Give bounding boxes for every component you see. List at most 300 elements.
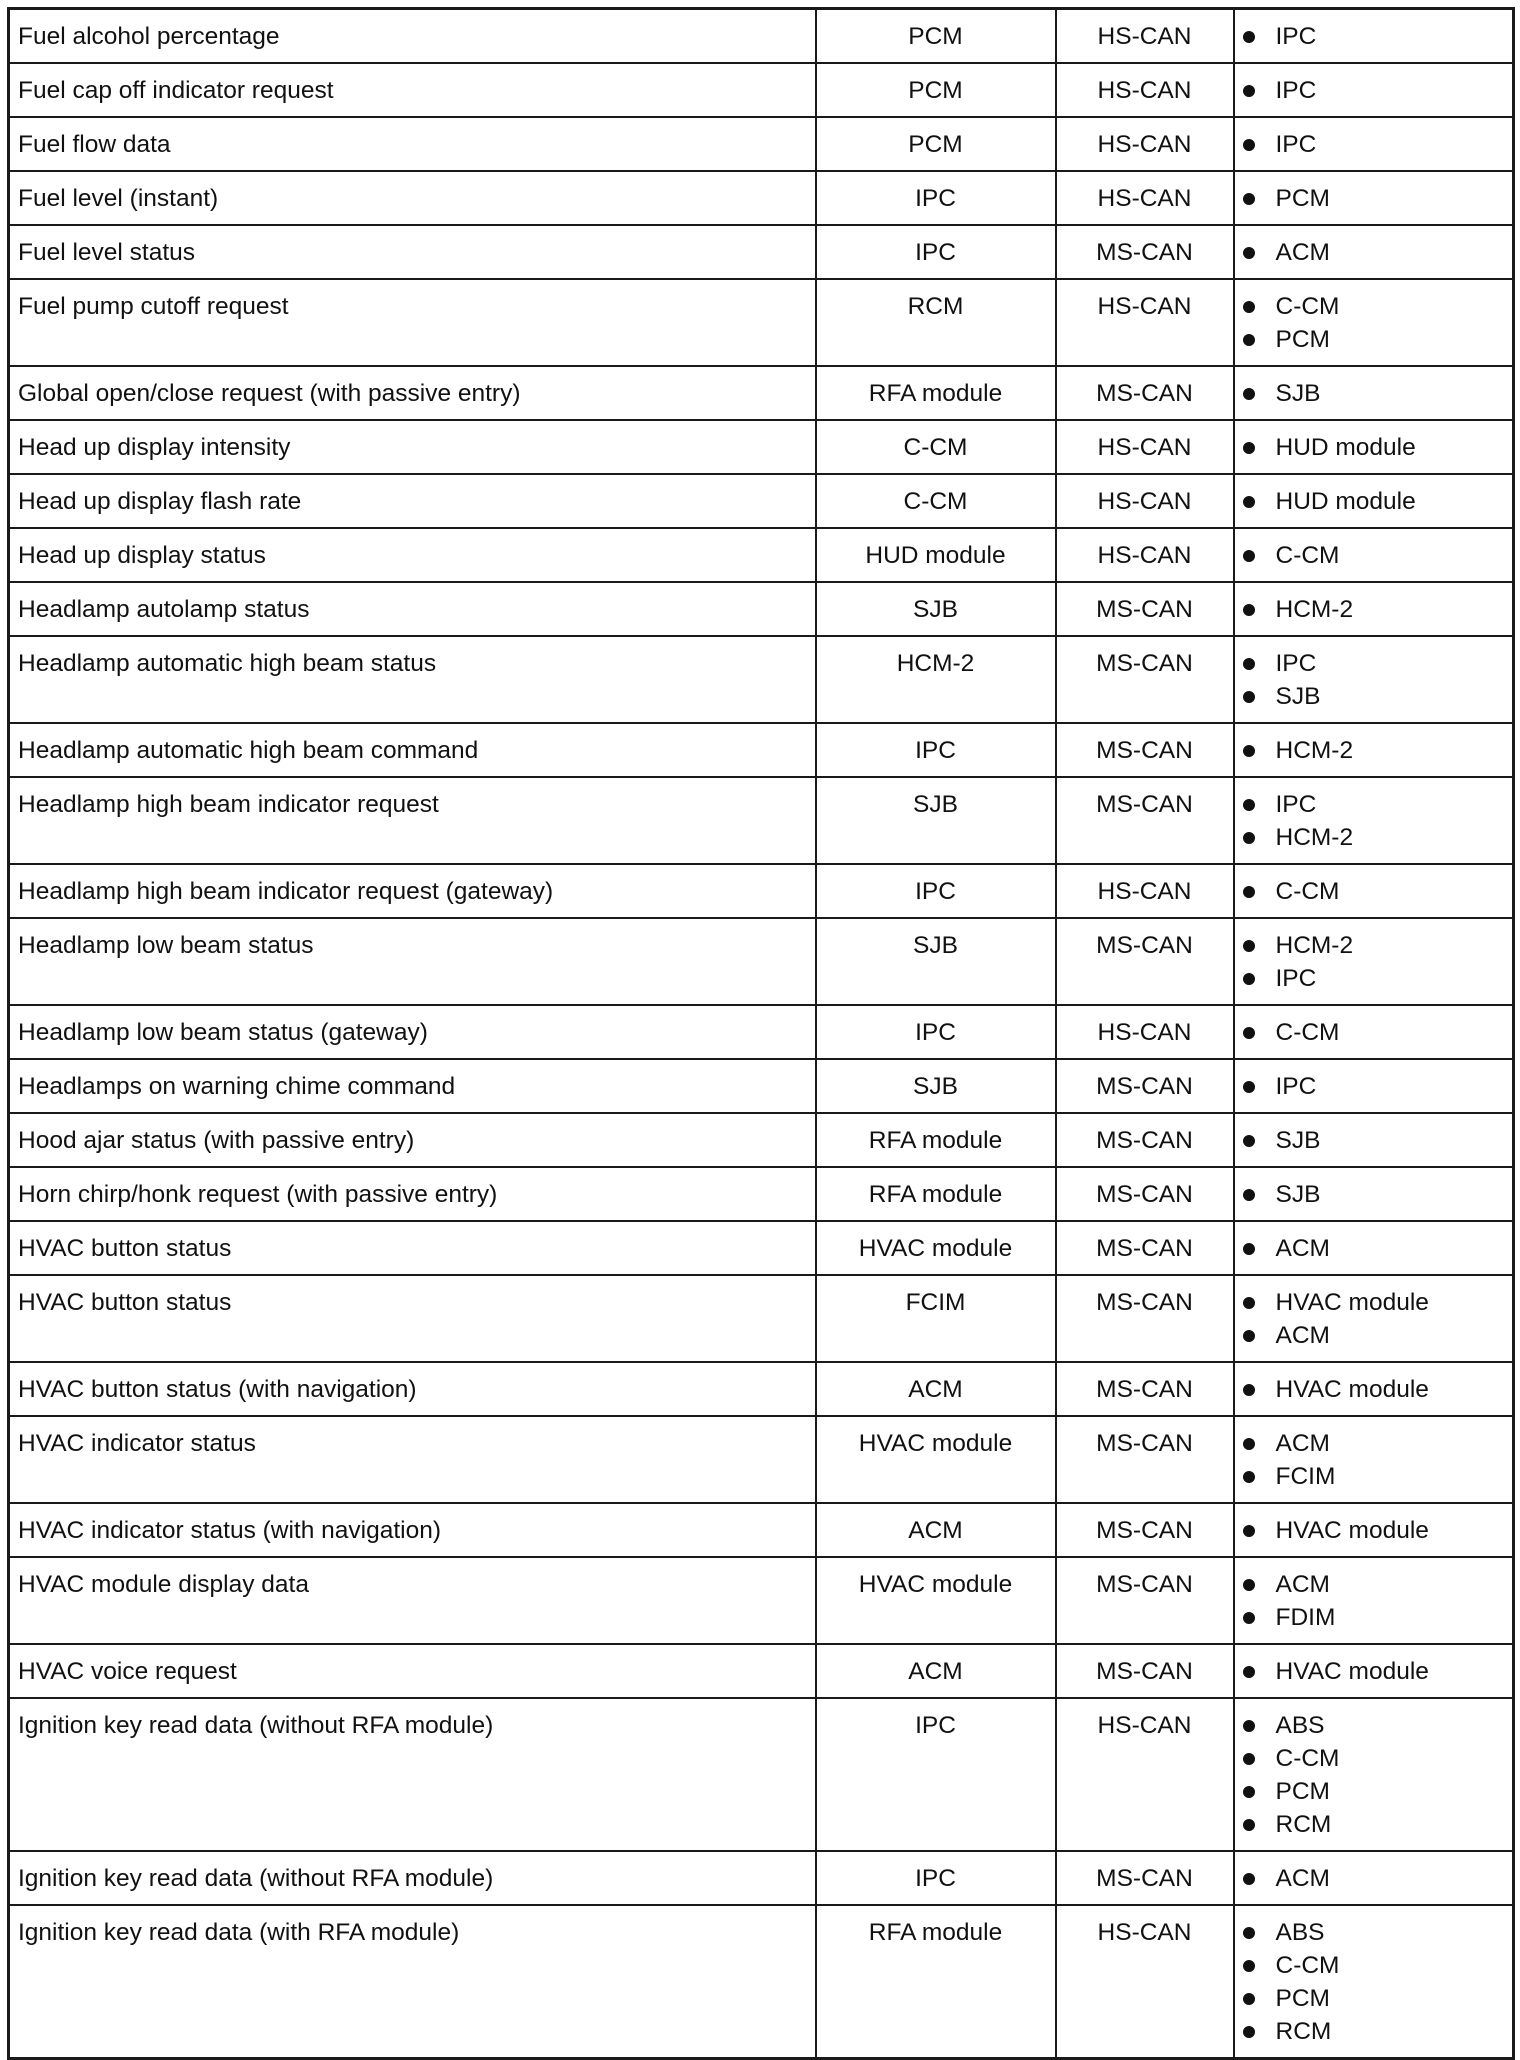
table-row bbox=[9, 1167, 1514, 1221]
network-cell: MS-CAN bbox=[1056, 723, 1234, 777]
receiver-label: ACM bbox=[1275, 239, 1330, 266]
network-cell: MS-CAN bbox=[1056, 225, 1234, 279]
bullet-icon bbox=[1243, 1081, 1255, 1093]
receiver-label: PCM bbox=[1275, 1778, 1330, 1805]
bullet-icon bbox=[1243, 832, 1255, 844]
bullet-icon bbox=[1243, 886, 1255, 898]
bullet-icon bbox=[1243, 388, 1255, 400]
message-cell: Headlamp high beam indicator request (gateway) bbox=[9, 864, 816, 918]
receiver-item bbox=[1243, 788, 1505, 821]
network-cell: HS-CAN bbox=[1056, 9, 1234, 64]
receivers-cell bbox=[1234, 1416, 1514, 1503]
receiver-label: HVAC module bbox=[1275, 1376, 1429, 1403]
originator-cell: HCM-2 bbox=[816, 636, 1056, 723]
receiver-label: ACM bbox=[1275, 1235, 1330, 1262]
receiver-item bbox=[1243, 539, 1505, 572]
originator-cell: PCM bbox=[816, 117, 1056, 171]
originator-cell: RFA module bbox=[816, 1167, 1056, 1221]
receiver-label: ACM bbox=[1275, 1430, 1330, 1457]
bullet-icon bbox=[1243, 496, 1255, 508]
originator-cell: SJB bbox=[816, 582, 1056, 636]
originator-cell: IPC bbox=[816, 1698, 1056, 1851]
receiver-label: C-CM bbox=[1275, 1952, 1340, 1979]
receiver-item bbox=[1243, 680, 1505, 713]
originator-cell: C-CM bbox=[816, 474, 1056, 528]
table-row bbox=[9, 636, 1514, 723]
receiver-label: HCM-2 bbox=[1275, 596, 1354, 623]
originator-cell: HUD module bbox=[816, 528, 1056, 582]
table-row bbox=[9, 1275, 1514, 1362]
table-row bbox=[9, 723, 1514, 777]
receiver-list bbox=[1243, 1427, 1505, 1493]
receiver-item bbox=[1243, 1949, 1505, 1982]
bullet-icon bbox=[1243, 247, 1255, 259]
receiver-label: SJB bbox=[1275, 1181, 1321, 1208]
receiver-label: C-CM bbox=[1275, 878, 1340, 905]
table-row bbox=[9, 366, 1514, 420]
bullet-icon bbox=[1243, 1384, 1255, 1396]
receiver-item bbox=[1243, 1709, 1505, 1742]
bullet-icon bbox=[1243, 1330, 1255, 1342]
receivers-cell bbox=[1234, 528, 1514, 582]
network-cell: HS-CAN bbox=[1056, 528, 1234, 582]
receiver-label: C-CM bbox=[1275, 542, 1340, 569]
message-cell: Fuel cap off indicator request bbox=[9, 63, 816, 117]
bullet-icon bbox=[1243, 1873, 1255, 1885]
bullet-icon bbox=[1243, 1819, 1255, 1831]
receivers-cell bbox=[1234, 582, 1514, 636]
message-cell: Headlamp high beam indicator request bbox=[9, 777, 816, 864]
receivers-cell bbox=[1234, 1905, 1514, 2059]
message-cell: Headlamp low beam status bbox=[9, 918, 816, 1005]
receiver-item bbox=[1243, 485, 1505, 518]
receiver-list bbox=[1243, 128, 1505, 161]
receiver-item bbox=[1243, 1427, 1505, 1460]
receiver-label: PCM bbox=[1275, 1985, 1330, 2012]
table-row bbox=[9, 1005, 1514, 1059]
receiver-label: SJB bbox=[1275, 380, 1321, 407]
receiver-label: HUD module bbox=[1275, 434, 1416, 461]
table-row bbox=[9, 1059, 1514, 1113]
originator-cell: FCIM bbox=[816, 1275, 1056, 1362]
message-cell: Fuel pump cutoff request bbox=[9, 279, 816, 366]
receiver-item bbox=[1243, 2015, 1505, 2048]
receiver-label: PCM bbox=[1275, 326, 1330, 353]
message-cell: Fuel level status bbox=[9, 225, 816, 279]
bullet-icon bbox=[1243, 1927, 1255, 1939]
bullet-icon bbox=[1243, 1993, 1255, 2005]
receivers-cell bbox=[1234, 279, 1514, 366]
originator-cell: RFA module bbox=[816, 1113, 1056, 1167]
receivers-cell bbox=[1234, 1503, 1514, 1557]
bullet-icon bbox=[1243, 139, 1255, 151]
originator-cell: IPC bbox=[816, 171, 1056, 225]
bullet-icon bbox=[1243, 1666, 1255, 1678]
bullet-icon bbox=[1243, 1525, 1255, 1537]
table-row bbox=[9, 225, 1514, 279]
table-row bbox=[9, 528, 1514, 582]
message-cell: HVAC module display data bbox=[9, 1557, 816, 1644]
originator-cell: RFA module bbox=[816, 1905, 1056, 2059]
receiver-item bbox=[1243, 290, 1505, 323]
bullet-icon bbox=[1243, 1786, 1255, 1798]
network-cell: HS-CAN bbox=[1056, 864, 1234, 918]
receivers-cell bbox=[1234, 636, 1514, 723]
receiver-list bbox=[1243, 1862, 1505, 1895]
receiver-list bbox=[1243, 647, 1505, 713]
receiver-list bbox=[1243, 1655, 1505, 1688]
receiver-label: HVAC module bbox=[1275, 1289, 1429, 1316]
receiver-label: C-CM bbox=[1275, 1745, 1340, 1772]
receiver-list bbox=[1243, 1514, 1505, 1547]
network-cell: HS-CAN bbox=[1056, 63, 1234, 117]
receiver-item bbox=[1243, 1124, 1505, 1157]
receiver-list bbox=[1243, 539, 1505, 572]
table-row bbox=[9, 918, 1514, 1005]
receiver-label: IPC bbox=[1275, 1073, 1317, 1100]
receiver-list bbox=[1243, 1070, 1505, 1103]
message-cell: Head up display intensity bbox=[9, 420, 816, 474]
bullet-icon bbox=[1243, 2026, 1255, 2038]
receiver-label: SJB bbox=[1275, 1127, 1321, 1154]
bullet-icon bbox=[1243, 745, 1255, 757]
receivers-cell bbox=[1234, 420, 1514, 474]
originator-cell: IPC bbox=[816, 1851, 1056, 1905]
bullet-icon bbox=[1243, 1243, 1255, 1255]
bullet-icon bbox=[1243, 1027, 1255, 1039]
receivers-cell bbox=[1234, 63, 1514, 117]
bullet-icon bbox=[1243, 550, 1255, 562]
network-cell: HS-CAN bbox=[1056, 1698, 1234, 1851]
receiver-item bbox=[1243, 1742, 1505, 1775]
receiver-item bbox=[1243, 1460, 1505, 1493]
receiver-label: IPC bbox=[1275, 23, 1317, 50]
receiver-label: RCM bbox=[1275, 1811, 1332, 1838]
network-cell: MS-CAN bbox=[1056, 1503, 1234, 1557]
bullet-icon bbox=[1243, 1753, 1255, 1765]
receiver-list bbox=[1243, 182, 1505, 215]
receiver-label: HUD module bbox=[1275, 488, 1416, 515]
receiver-item bbox=[1243, 1178, 1505, 1211]
receiver-item bbox=[1243, 821, 1505, 854]
table-row bbox=[9, 1905, 1514, 2059]
receiver-item bbox=[1243, 1862, 1505, 1895]
receivers-cell bbox=[1234, 777, 1514, 864]
receiver-list bbox=[1243, 788, 1505, 854]
receiver-list bbox=[1243, 1916, 1505, 2048]
table-row bbox=[9, 582, 1514, 636]
bullet-icon bbox=[1243, 442, 1255, 454]
table-row bbox=[9, 1113, 1514, 1167]
originator-cell: IPC bbox=[816, 1005, 1056, 1059]
receiver-label: ACM bbox=[1275, 1322, 1330, 1349]
bullet-icon bbox=[1243, 1612, 1255, 1624]
receiver-list bbox=[1243, 1568, 1505, 1634]
message-cell: HVAC button status bbox=[9, 1221, 816, 1275]
message-cell: Fuel level (instant) bbox=[9, 171, 816, 225]
receivers-cell bbox=[1234, 1113, 1514, 1167]
receiver-item bbox=[1243, 377, 1505, 410]
bullet-icon bbox=[1243, 1720, 1255, 1732]
originator-cell: ACM bbox=[816, 1644, 1056, 1698]
receiver-label: HCM-2 bbox=[1275, 737, 1354, 764]
message-cell: Headlamp automatic high beam status bbox=[9, 636, 816, 723]
bullet-icon bbox=[1243, 1297, 1255, 1309]
receiver-item bbox=[1243, 593, 1505, 626]
receiver-item bbox=[1243, 1070, 1505, 1103]
originator-cell: PCM bbox=[816, 63, 1056, 117]
network-cell: MS-CAN bbox=[1056, 366, 1234, 420]
receivers-cell bbox=[1234, 474, 1514, 528]
receiver-list bbox=[1243, 1373, 1505, 1406]
receivers-cell bbox=[1234, 1005, 1514, 1059]
receiver-list bbox=[1243, 593, 1505, 626]
receiver-list bbox=[1243, 236, 1505, 269]
receiver-item bbox=[1243, 875, 1505, 908]
receiver-list bbox=[1243, 1178, 1505, 1211]
message-cell: Horn chirp/honk request (with passive entry) bbox=[9, 1167, 816, 1221]
receiver-list bbox=[1243, 875, 1505, 908]
network-cell: HS-CAN bbox=[1056, 117, 1234, 171]
receiver-item bbox=[1243, 182, 1505, 215]
receiver-item bbox=[1243, 1808, 1505, 1841]
originator-cell: IPC bbox=[816, 225, 1056, 279]
network-cell: HS-CAN bbox=[1056, 171, 1234, 225]
receiver-label: HCM-2 bbox=[1275, 932, 1354, 959]
network-cell: HS-CAN bbox=[1056, 420, 1234, 474]
message-cell: HVAC indicator status (with navigation) bbox=[9, 1503, 816, 1557]
bullet-icon bbox=[1243, 1135, 1255, 1147]
bullet-icon bbox=[1243, 799, 1255, 811]
receivers-cell bbox=[1234, 1557, 1514, 1644]
table-row bbox=[9, 1416, 1514, 1503]
receivers-cell bbox=[1234, 1059, 1514, 1113]
receiver-item bbox=[1243, 74, 1505, 107]
network-cell: MS-CAN bbox=[1056, 777, 1234, 864]
table-row bbox=[9, 420, 1514, 474]
originator-cell: SJB bbox=[816, 1059, 1056, 1113]
receiver-label: IPC bbox=[1275, 650, 1317, 677]
receiver-list bbox=[1243, 74, 1505, 107]
network-cell: MS-CAN bbox=[1056, 636, 1234, 723]
receiver-item bbox=[1243, 1016, 1505, 1049]
receivers-cell bbox=[1234, 366, 1514, 420]
network-cell: HS-CAN bbox=[1056, 1905, 1234, 2059]
receiver-item bbox=[1243, 962, 1505, 995]
receivers-cell bbox=[1234, 1362, 1514, 1416]
receiver-item bbox=[1243, 1601, 1505, 1634]
message-cell: Fuel flow data bbox=[9, 117, 816, 171]
receiver-label: ACM bbox=[1275, 1865, 1330, 1892]
receivers-cell bbox=[1234, 1167, 1514, 1221]
receiver-item bbox=[1243, 323, 1505, 356]
receiver-label: IPC bbox=[1275, 965, 1317, 992]
network-cell: HS-CAN bbox=[1056, 279, 1234, 366]
receiver-list bbox=[1243, 377, 1505, 410]
network-cell: MS-CAN bbox=[1056, 1362, 1234, 1416]
receiver-item bbox=[1243, 1982, 1505, 2015]
receiver-label: RCM bbox=[1275, 2018, 1332, 2045]
receivers-cell bbox=[1234, 1275, 1514, 1362]
message-cell: Headlamps on warning chime command bbox=[9, 1059, 816, 1113]
table-row bbox=[9, 171, 1514, 225]
network-cell: MS-CAN bbox=[1056, 1416, 1234, 1503]
bullet-icon bbox=[1243, 1960, 1255, 1972]
message-cell: Head up display flash rate bbox=[9, 474, 816, 528]
receiver-list bbox=[1243, 929, 1505, 995]
table-row bbox=[9, 1851, 1514, 1905]
message-table-page bbox=[7, 7, 1512, 2060]
receiver-item bbox=[1243, 1373, 1505, 1406]
receiver-item bbox=[1243, 1319, 1505, 1352]
message-cell: Ignition key read data (with RFA module) bbox=[9, 1905, 816, 2059]
receiver-item bbox=[1243, 1775, 1505, 1808]
receiver-label: ACM bbox=[1275, 1571, 1330, 1598]
receivers-cell bbox=[1234, 225, 1514, 279]
receivers-cell bbox=[1234, 1698, 1514, 1851]
bullet-icon bbox=[1243, 940, 1255, 952]
receiver-label: ABS bbox=[1275, 1919, 1325, 1946]
network-cell: MS-CAN bbox=[1056, 1851, 1234, 1905]
bullet-icon bbox=[1243, 973, 1255, 985]
network-cell: MS-CAN bbox=[1056, 1113, 1234, 1167]
table-row bbox=[9, 1698, 1514, 1851]
bullet-icon bbox=[1243, 334, 1255, 346]
receiver-label: HVAC module bbox=[1275, 1517, 1429, 1544]
table-row bbox=[9, 1557, 1514, 1644]
receivers-cell bbox=[1234, 1851, 1514, 1905]
network-cell: MS-CAN bbox=[1056, 918, 1234, 1005]
receiver-item bbox=[1243, 431, 1505, 464]
table-row bbox=[9, 1362, 1514, 1416]
receiver-item bbox=[1243, 20, 1505, 53]
message-cell: Fuel alcohol percentage bbox=[9, 9, 816, 64]
receiver-list bbox=[1243, 1016, 1505, 1049]
bullet-icon bbox=[1243, 1579, 1255, 1591]
receiver-label: IPC bbox=[1275, 791, 1317, 818]
network-cell: MS-CAN bbox=[1056, 582, 1234, 636]
receiver-item bbox=[1243, 1286, 1505, 1319]
message-cell: HVAC button status bbox=[9, 1275, 816, 1362]
message-cell: Ignition key read data (without RFA module) bbox=[9, 1698, 816, 1851]
receiver-label: C-CM bbox=[1275, 1019, 1340, 1046]
receiver-label: SJB bbox=[1275, 683, 1321, 710]
message-cell: Headlamp low beam status (gateway) bbox=[9, 1005, 816, 1059]
originator-cell: IPC bbox=[816, 723, 1056, 777]
bullet-icon bbox=[1243, 658, 1255, 670]
receiver-label: ABS bbox=[1275, 1712, 1325, 1739]
receiver-item bbox=[1243, 1916, 1505, 1949]
receiver-list bbox=[1243, 20, 1505, 53]
receiver-list bbox=[1243, 1286, 1505, 1352]
receiver-item bbox=[1243, 128, 1505, 161]
receiver-list bbox=[1243, 485, 1505, 518]
originator-cell: HVAC module bbox=[816, 1557, 1056, 1644]
network-cell: MS-CAN bbox=[1056, 1275, 1234, 1362]
bullet-icon bbox=[1243, 1471, 1255, 1483]
originator-cell: SJB bbox=[816, 918, 1056, 1005]
receiver-item bbox=[1243, 1514, 1505, 1547]
originator-cell: HVAC module bbox=[816, 1221, 1056, 1275]
network-cell: HS-CAN bbox=[1056, 474, 1234, 528]
receivers-cell bbox=[1234, 1644, 1514, 1698]
table-body bbox=[9, 9, 1514, 2059]
originator-cell: SJB bbox=[816, 777, 1056, 864]
originator-cell: PCM bbox=[816, 9, 1056, 64]
receiver-item bbox=[1243, 236, 1505, 269]
network-message-table bbox=[7, 7, 1515, 2060]
bullet-icon bbox=[1243, 301, 1255, 313]
message-cell: Headlamp automatic high beam command bbox=[9, 723, 816, 777]
receiver-label: C-CM bbox=[1275, 293, 1340, 320]
receiver-list bbox=[1243, 290, 1505, 356]
originator-cell: ACM bbox=[816, 1362, 1056, 1416]
table-row bbox=[9, 117, 1514, 171]
receiver-list bbox=[1243, 1232, 1505, 1265]
message-cell: HVAC button status (with navigation) bbox=[9, 1362, 816, 1416]
receiver-label: HCM-2 bbox=[1275, 824, 1354, 851]
bullet-icon bbox=[1243, 691, 1255, 703]
receiver-item bbox=[1243, 1568, 1505, 1601]
receivers-cell bbox=[1234, 171, 1514, 225]
receiver-list bbox=[1243, 1709, 1505, 1841]
network-cell: HS-CAN bbox=[1056, 1005, 1234, 1059]
receiver-label: HVAC module bbox=[1275, 1658, 1429, 1685]
message-cell: Global open/close request (with passive entry) bbox=[9, 366, 816, 420]
receiver-label: FCIM bbox=[1275, 1463, 1336, 1490]
receiver-item bbox=[1243, 1232, 1505, 1265]
bullet-icon bbox=[1243, 193, 1255, 205]
originator-cell: C-CM bbox=[816, 420, 1056, 474]
message-cell: Headlamp autolamp status bbox=[9, 582, 816, 636]
bullet-icon bbox=[1243, 1438, 1255, 1450]
message-cell: Hood ajar status (with passive entry) bbox=[9, 1113, 816, 1167]
receivers-cell bbox=[1234, 723, 1514, 777]
receiver-item bbox=[1243, 1655, 1505, 1688]
table-row bbox=[9, 777, 1514, 864]
table-row bbox=[9, 474, 1514, 528]
receiver-label: IPC bbox=[1275, 131, 1317, 158]
network-cell: MS-CAN bbox=[1056, 1644, 1234, 1698]
receivers-cell bbox=[1234, 864, 1514, 918]
receiver-label: IPC bbox=[1275, 77, 1317, 104]
receiver-label: FDIM bbox=[1275, 1604, 1336, 1631]
receivers-cell bbox=[1234, 117, 1514, 171]
receiver-item bbox=[1243, 647, 1505, 680]
receiver-list bbox=[1243, 734, 1505, 767]
message-cell: Head up display status bbox=[9, 528, 816, 582]
table-row bbox=[9, 1221, 1514, 1275]
table-row bbox=[9, 864, 1514, 918]
table-row bbox=[9, 63, 1514, 117]
originator-cell: RCM bbox=[816, 279, 1056, 366]
table-row bbox=[9, 1644, 1514, 1698]
table-row bbox=[9, 279, 1514, 366]
message-cell: HVAC voice request bbox=[9, 1644, 816, 1698]
table-row bbox=[9, 1503, 1514, 1557]
table-row bbox=[9, 9, 1514, 64]
network-cell: MS-CAN bbox=[1056, 1059, 1234, 1113]
receiver-item bbox=[1243, 734, 1505, 767]
bullet-icon bbox=[1243, 31, 1255, 43]
network-cell: MS-CAN bbox=[1056, 1221, 1234, 1275]
originator-cell: RFA module bbox=[816, 366, 1056, 420]
receivers-cell bbox=[1234, 918, 1514, 1005]
bullet-icon bbox=[1243, 604, 1255, 616]
originator-cell: ACM bbox=[816, 1503, 1056, 1557]
network-cell: MS-CAN bbox=[1056, 1167, 1234, 1221]
originator-cell: HVAC module bbox=[816, 1416, 1056, 1503]
